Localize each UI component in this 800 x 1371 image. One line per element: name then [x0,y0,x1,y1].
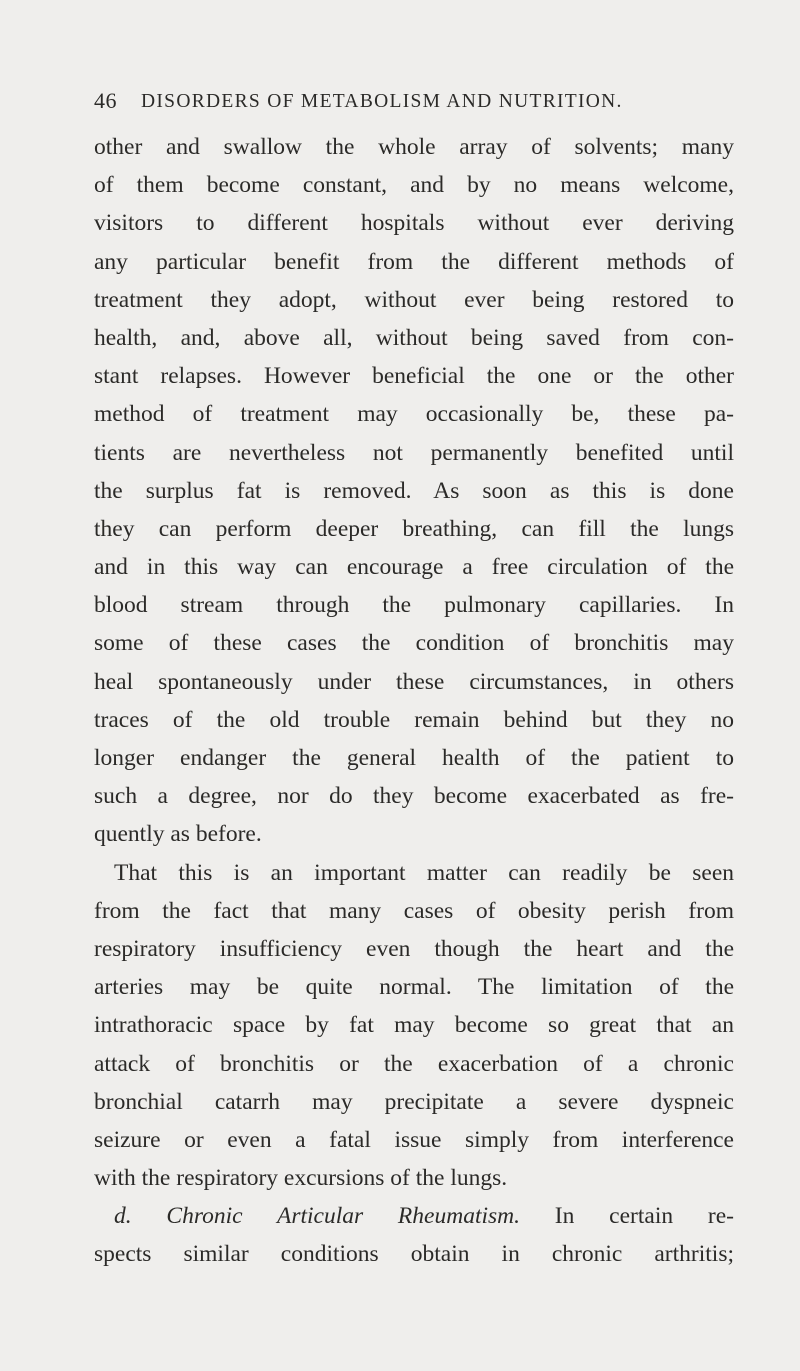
running-head [94,88,714,120]
text-line: the surplus fat is removed. As soon as this is done [94,477,734,504]
text-line: longer endanger the general health of the patient to [94,745,734,771]
text-line: quently as before. [94,821,262,848]
text-line: treatment they adopt, without ever being restored to [94,286,734,313]
text-line: some of these cases the condition of bronchitis may [94,630,734,657]
page-number: 46 [94,88,117,113]
section-heading: d. Chronic Articular Rheumatism. [114,1203,520,1230]
text-line: and in this way can encourage a free circulation of the [94,554,734,581]
text-line: That this is an important matter can readily be seen [114,859,734,886]
text-line: respiratory insufficiency even though the heart and the [94,935,734,962]
text-line: method of treatment may occasionally be, these pa- [94,401,734,428]
text-line: other and swallow the whole array of solvents; many [94,134,734,160]
text-line: heal spontaneously under these circumstances, in others [94,668,734,695]
section-heading-line [94,1197,734,1235]
text-line: from the fact that many cases of obesity perish from [94,897,734,924]
text-line: tients are nevertheless not permanently benefited until [94,439,734,466]
text-line: any particular benefit from the different methods of [94,248,734,275]
text-line: seizure or even a fatal issue simply from interference [94,1126,734,1153]
text-line: such a degree, nor do they become exacerbated as fre- [94,783,734,810]
text-line: stant relapses. However beneficial the one or the other [94,363,734,390]
text-line: bronchial catarrh may precipitate a severe dyspneic [94,1088,734,1115]
text-line: intrathoracic space by fat may become so great that an [94,1012,734,1039]
text-line: with the respiratory excursions of the lungs. [94,1165,508,1192]
text-line: blood stream through the pulmonary capillaries. In [94,592,734,619]
text-line: they can perform deeper breathing, can fill the lungs [94,515,734,542]
body-text [94,128,734,1274]
section-heading-rest: In certain re- [520,1203,734,1230]
text-line: visitors to different hospitals without ever deriving [94,210,734,237]
text-line: traces of the old trouble remain behind but they no [94,706,734,733]
text-line: spects similar conditions obtain in chronic arthritis; [94,1241,734,1268]
text-line: arteries may be quite normal. The limitation of the [94,974,734,1001]
text-line: attack of bronchitis or the exacerbation of a chronic [94,1050,734,1077]
text-line: of them become constant, and by no means welcome, [94,172,734,199]
running-head-title: DISORDERS OF METABOLISM AND NUTRITION. [141,91,623,112]
text-line: health, and, above all, without being saved from con- [94,324,734,351]
